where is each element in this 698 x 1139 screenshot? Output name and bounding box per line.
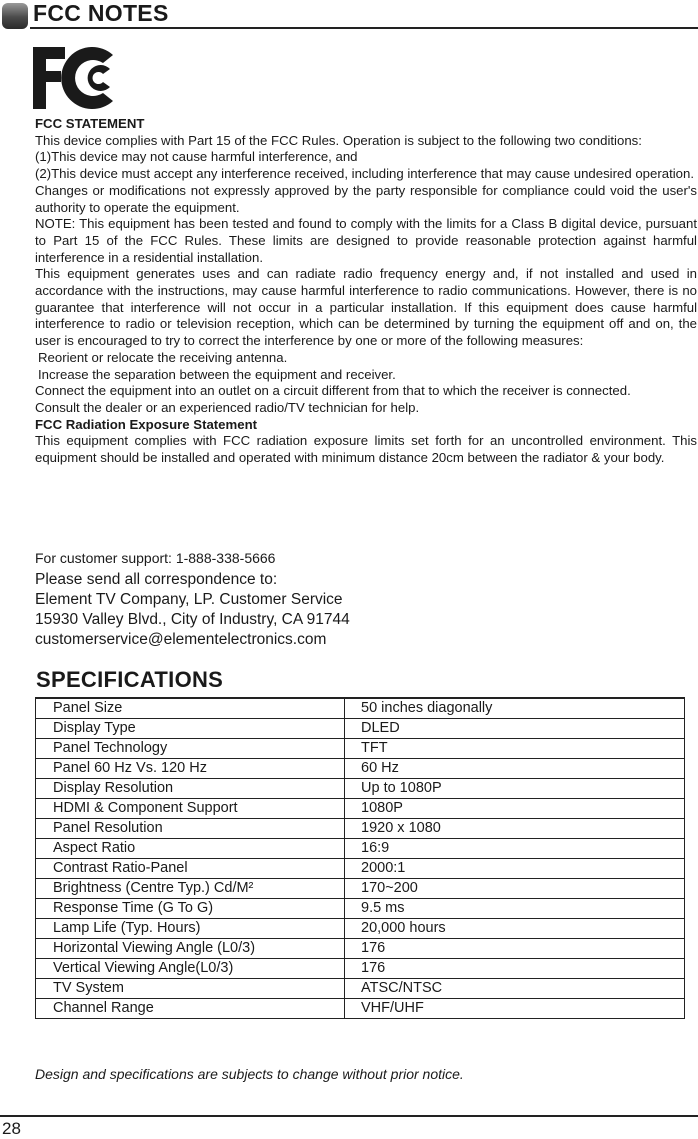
table-row [36, 799, 685, 819]
spec-label: Horizontal Viewing Angle (L0/3) [36, 939, 345, 959]
spec-value: 9.5 ms [345, 899, 685, 919]
spec-value: 176 [345, 939, 685, 959]
spec-label: HDMI & Component Support [36, 799, 345, 819]
table-row [36, 899, 685, 919]
spec-label: Panel 60 Hz Vs. 120 Hz [36, 759, 345, 779]
fcc-paragraph: (2)This device must accept any interference received, including interference that may cause undesired operation. [35, 166, 694, 182]
spec-value: 176 [345, 959, 685, 979]
fcc-paragraph: Changes or modifications not expressly approved by the party responsible for compliance could void the user's authority to operate the equipment. [35, 182, 697, 215]
specifications-heading: SPECIFICATIONS [36, 667, 224, 692]
table-row [36, 919, 685, 939]
spec-label: Aspect Ratio [36, 839, 345, 859]
spec-value: 1080P [345, 799, 685, 819]
table-row [36, 999, 685, 1019]
page-title: FCC NOTES [33, 0, 169, 26]
spec-value: Up to 1080P [345, 779, 685, 799]
footer-divider [0, 1115, 698, 1117]
fcc-paragraph: (1)This device may not cause harmful interference, and [35, 149, 358, 165]
spec-value: 60 Hz [345, 759, 685, 779]
customer-support-line: For customer support: 1-888-338-5666 [35, 550, 276, 566]
table-row [36, 879, 685, 899]
table-row [36, 859, 685, 879]
spec-value: 16:9 [345, 839, 685, 859]
specifications-note: Design and specifications are subjects to change without prior notice. [35, 1066, 464, 1082]
contact-line: Element TV Company, LP. Customer Service [35, 591, 343, 608]
table-row [36, 739, 685, 759]
spec-label: TV System [36, 979, 345, 999]
fcc-statement-heading: FCC STATEMENT [35, 116, 145, 131]
spec-value: 170~200 [345, 879, 685, 899]
spec-label: Display Type [36, 719, 345, 739]
table-row [36, 698, 685, 719]
spec-label: Panel Size [36, 698, 345, 719]
fcc-paragraph: This device complies with Part 15 of the FCC Rules. Operation is subject to the following two conditions: [35, 132, 642, 148]
table-row [36, 819, 685, 839]
page-number: 28 [2, 1119, 21, 1138]
fcc-measure: Increase the separation between the equipment and receiver. [38, 366, 396, 382]
spec-value: DLED [345, 719, 685, 739]
fcc-paragraph: This equipment generates uses and can radiate radio frequency energy and, if not installed and used in accordance with the instructions, may cause harmful interference to radio communications. However, there is no guarantee that interference will not occur in a particular installation. If this equipment does cause harmful interference to radio or television reception, which can be determined by turning the equipment off and on, the user is encouraged to try to correct the interference by one or more of the following measures: [35, 266, 697, 349]
spec-label: Brightness (Centre Typ.) Cd/M² [36, 879, 345, 899]
contact-line: Please send all correspondence to: [35, 571, 278, 588]
radiation-heading: FCC Radiation Exposure Statement [35, 416, 258, 432]
spec-value: ATSC/NTSC [345, 979, 685, 999]
fcc-statement-section [35, 116, 697, 467]
table-row [36, 839, 685, 859]
spec-label: Vertical Viewing Angle(L0/3) [36, 959, 345, 979]
spec-label: Panel Technology [36, 739, 345, 759]
spec-value: 2000:1 [345, 859, 685, 879]
fcc-logo-icon [33, 47, 117, 109]
table-row [36, 719, 685, 739]
table-row [36, 959, 685, 979]
table-row [36, 779, 685, 799]
spec-label: Panel Resolution [36, 819, 345, 839]
spec-label: Lamp Life (Typ. Hours) [36, 919, 345, 939]
spec-value: TFT [345, 739, 685, 759]
spec-label: Contrast Ratio-Panel [36, 859, 345, 879]
fcc-paragraph: Consult the dealer or an experienced radio/TV technician for help. [35, 399, 420, 415]
spec-value: 1920 x 1080 [345, 819, 685, 839]
spec-value: 20,000 hours [345, 919, 685, 939]
spec-value: 50 inches diagonally [345, 698, 685, 719]
spec-value: VHF/UHF [345, 999, 685, 1019]
contact-block [35, 570, 350, 650]
fcc-measure: Reorient or relocate the receiving antenna. [38, 349, 288, 365]
radiation-text: This equipment complies with FCC radiation exposure limits set forth for an uncontrolled environment. This equipment should be installed and operated with minimum distance 20cm between the radiator & your body. [35, 433, 697, 466]
header-badge-icon [2, 3, 28, 29]
spec-label: Response Time (G To G) [36, 899, 345, 919]
header-divider [30, 27, 698, 29]
page-header [0, 0, 698, 32]
spec-label: Channel Range [36, 999, 345, 1019]
contact-email: customerservice@elementelectronics.com [35, 631, 327, 648]
table-row [36, 939, 685, 959]
table-row [36, 979, 685, 999]
contact-line: 15930 Valley Blvd., City of Industry, CA 91744 [35, 611, 350, 628]
specifications-table [35, 697, 685, 1019]
spec-label: Display Resolution [36, 779, 345, 799]
table-row [36, 759, 685, 779]
fcc-paragraph: Connect the equipment into an outlet on a circuit different from that to which the receiver is connected. [35, 383, 631, 399]
fcc-paragraph: NOTE: This equipment has been tested and found to comply with the limits for a Class B digital device, pursuant to Part 15 of the FCC Rules. These limits are designed to provide reasonable protection against harmful interference in a residential installation. [35, 216, 697, 265]
